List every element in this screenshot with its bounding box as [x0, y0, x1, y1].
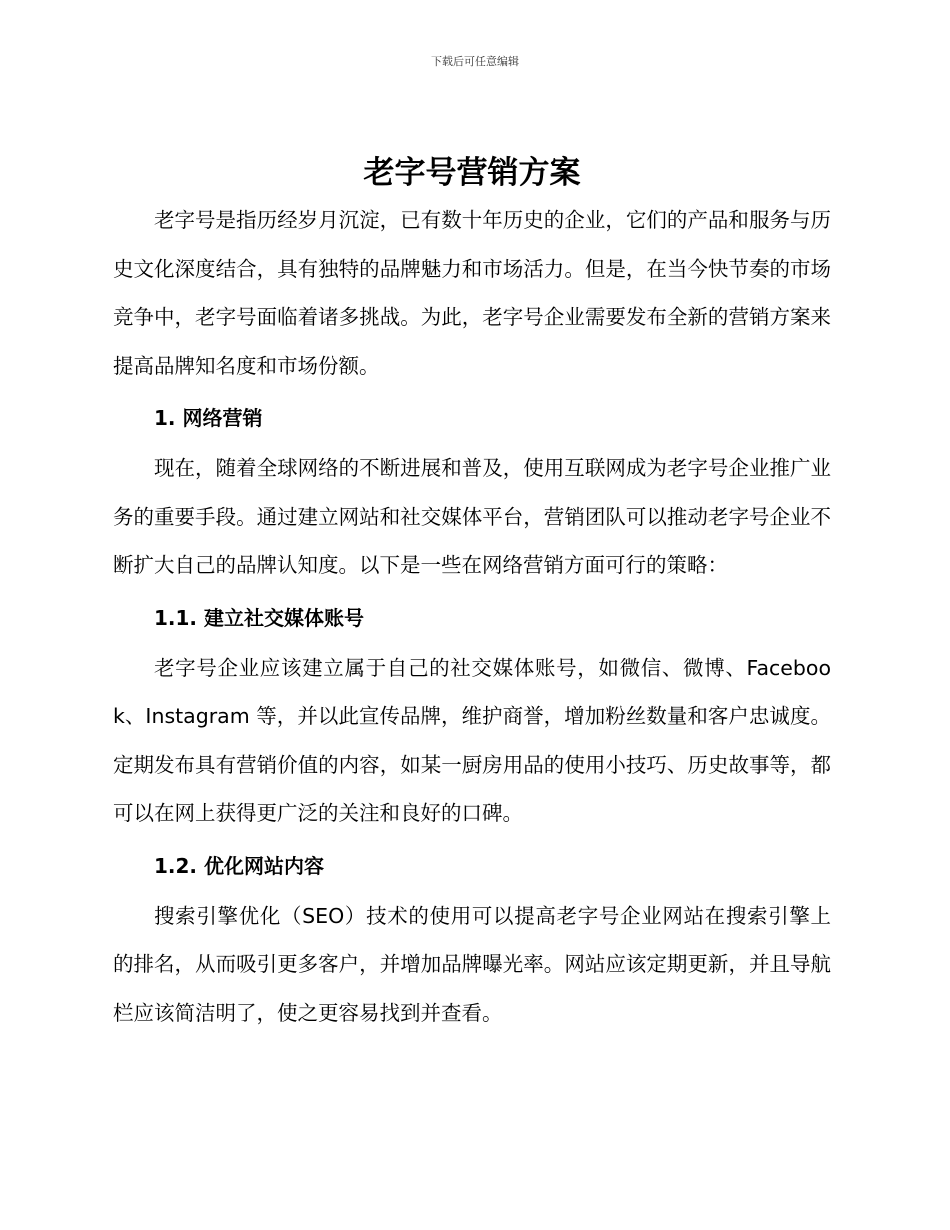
intro-paragraph: 老字号是指历经岁月沉淀，已有数十年历史的企业，它们的产品和服务与历史文化深度结合，具有独特的品牌魅力和市场活力。但是，在当今快节奏的市场竞争中，老字号面临着诸多挑战。为此，老字号企业需要发布全新的营销方案来提高品牌知名度和市场份额。: [113, 208, 831, 378]
section-heading-network-marketing: 1. 网络营销: [154, 406, 263, 430]
document-title: 老字号营销方案: [363, 155, 581, 191]
section-heading-website-optimization: 1.2. 优化网站内容: [154, 853, 324, 878]
section-paragraph-network-marketing: 现在，随着全球网络的不断进展和普及，使用互联网成为老字号企业推广业务的重要手段。通过建立网站和社交媒体平台，营销团队可以推动老字号企业不断扩大自己的品牌认知度。以下是一些在网络营销方面可行的策略：: [113, 456, 831, 577]
page-header-note: 下载后可任意编辑: [431, 55, 519, 68]
section-heading-social-media: 1.1. 建立社交媒体账号: [154, 605, 364, 630]
section-paragraph-website-optimization: 搜索引擎优化（SEO）技术的使用可以提高老字号企业网站在搜索引擎上的排名，从而吸引更多客户，并增加品牌曝光率。网站应该定期更新，并且导航栏应该简洁明了，使之更容易找到并查看。: [113, 903, 831, 1025]
section-paragraph-social-media: 老字号企业应该建立属于自己的社交媒体账号，如微信、微博、Facebook、Instagram 等，并以此宣传品牌，维护商誉，增加粉丝数量和客户忠诚度。定期发布具有营销价值的内容，如某一厨房用品的使用小技巧、历史故事等，都可以在网上获得更广泛的关注和良好的口碑。: [113, 655, 831, 825]
document-body: [113, 150, 831, 1037]
